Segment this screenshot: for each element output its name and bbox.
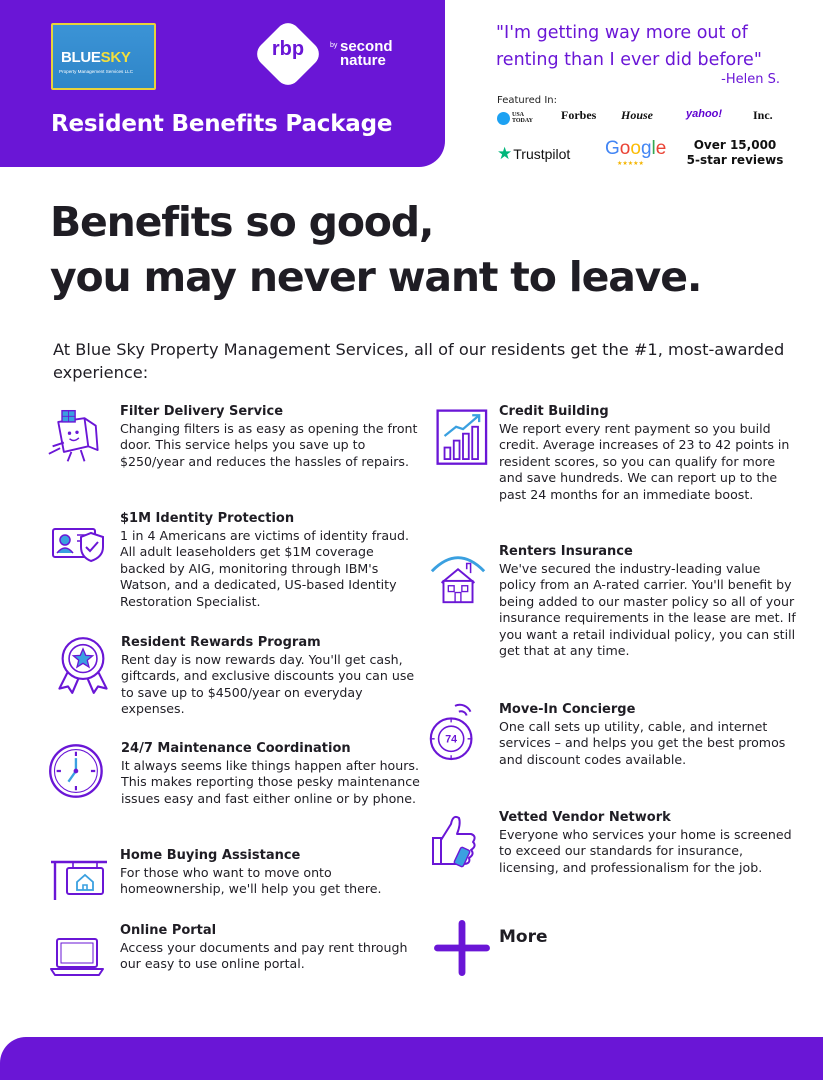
clock-icon bbox=[47, 741, 107, 801]
more-benefits[interactable] bbox=[432, 918, 632, 964]
trustpilot-logo: ★Trustpilot bbox=[497, 144, 571, 163]
google-logo: Google bbox=[605, 138, 667, 159]
headline bbox=[50, 195, 701, 305]
benefit-title: Move-In Concierge bbox=[499, 702, 636, 717]
benefit-resident-rewards bbox=[45, 635, 425, 725]
forbes-logo: Forbes bbox=[561, 108, 597, 122]
benefit-title: Renters Insurance bbox=[499, 544, 633, 559]
benefit-description: Everyone who services your home is screened to exceed our standards for insurance, licensing, and professionalism for the job. bbox=[499, 827, 792, 875]
benefit-description: We report every rent payment so you build credit. Average increases of 23 to 42 points in resident scores, so you can qualify for more and save hundreds. We can report up to the past 24 months for an immediate boost. bbox=[499, 421, 790, 502]
testimonial-quote: "I'm getting way more out of renting than I ever did before" bbox=[496, 23, 762, 70]
bluesky-logo-subtitle: Property Management Services LLC bbox=[59, 69, 134, 74]
intro-text: At Blue Sky Property Management Services, all of our residents get the #1, most-awarded experience: bbox=[53, 340, 785, 382]
rbp-logo-text: rbp bbox=[271, 38, 305, 60]
filter-box-icon bbox=[47, 406, 107, 466]
more-label: More bbox=[499, 927, 548, 947]
featured-in-label: Featured In: bbox=[497, 95, 557, 106]
benefit-description: One call sets up utility, cable, and internet services – and helps you get the best promos and discount codes available. bbox=[499, 719, 786, 767]
trustpilot-star-icon: ★ bbox=[497, 144, 513, 163]
testimonial-author: -Helen S. bbox=[721, 72, 780, 87]
second-nature-logo: second nature bbox=[340, 38, 393, 69]
house-umbrella-icon bbox=[428, 548, 488, 608]
yahoo-logo: yahoo! bbox=[686, 108, 723, 120]
second-nature-by: by bbox=[330, 42, 338, 49]
benefit-online-portal bbox=[45, 923, 425, 983]
bluesky-logo-word-sky: SKY bbox=[100, 49, 131, 66]
benefit-title: 24/7 Maintenance Coordination bbox=[121, 741, 351, 756]
award-ribbon-icon bbox=[53, 635, 113, 695]
benefit-description: We've secured the industry-leading value policy from an A-rated carrier. You'll benefit by being added to our master policy so all of your insurance requirements in the lease are met. If you want a retail individual policy, you can still get that at any time. bbox=[499, 561, 796, 659]
benefit-description: 1 in 4 Americans are victims of identity fraud. All adult leaseholders get $1M coverage backed by AIG, monitoring through IBM's Watson, and a dedicated, US-based Identity Restoration Specialist. bbox=[120, 528, 410, 609]
headline-line-2: you may never want to leave. bbox=[50, 253, 702, 301]
plus-icon bbox=[432, 918, 492, 978]
benefit-vetted-vendor bbox=[425, 810, 803, 905]
benefit-filter-delivery bbox=[45, 404, 425, 494]
thermostat-icon bbox=[425, 702, 485, 762]
thermostat-value: 74 bbox=[445, 733, 458, 746]
headline-line-1: Benefits so good, bbox=[50, 198, 434, 246]
benefit-renters-insurance bbox=[428, 544, 803, 684]
benefit-title: Filter Delivery Service bbox=[120, 404, 284, 419]
usa-today-dot-icon bbox=[497, 112, 510, 125]
laptop-icon bbox=[49, 927, 109, 987]
benefit-title: Vetted Vendor Network bbox=[499, 810, 671, 825]
benefit-description: For those who want to move onto homeownership, we'll help you get there. bbox=[120, 865, 382, 897]
inc-logo: Inc. bbox=[753, 108, 773, 122]
header-banner bbox=[0, 0, 445, 167]
benefit-title: Credit Building bbox=[499, 404, 609, 419]
review-logos bbox=[497, 138, 797, 172]
footer-bar bbox=[0, 1037, 823, 1080]
benefit-identity-protection bbox=[45, 511, 425, 616]
usa-today-logo: USA TODAY bbox=[497, 109, 533, 127]
header-title: Resident Benefits Package bbox=[51, 111, 393, 137]
benefit-title: Resident Rewards Program bbox=[121, 635, 321, 650]
id-shield-icon bbox=[51, 513, 111, 573]
benefit-description: Access your documents and pay rent through our easy to use online portal. bbox=[120, 940, 408, 972]
google-stars-icon: ★★★★★ bbox=[617, 160, 644, 167]
benefit-description: Changing filters is as easy as opening the front door. This service helps you save up to $250/year and reduces the hassles of repairs. bbox=[120, 421, 418, 469]
benefit-description: It always seems like things happen after hours. This makes reporting those pesky maintenance issues easy and fast either online or by phone. bbox=[121, 758, 420, 806]
benefit-title: $1M Identity Protection bbox=[120, 511, 295, 526]
benefit-maintenance bbox=[45, 741, 425, 831]
house-logo: House bbox=[621, 108, 654, 122]
press-logos bbox=[497, 108, 787, 128]
bar-chart-icon bbox=[433, 406, 493, 466]
thumbs-up-icon bbox=[425, 810, 485, 870]
reviews-count: Over 15,000 5-star reviews bbox=[686, 138, 784, 167]
benefit-description: Rent day is now rewards day. You'll get cash, giftcards, and exclusive discounts you can use to save up to $4500/year on everyday expenses. bbox=[121, 652, 415, 717]
house-sign-icon bbox=[49, 850, 109, 910]
bluesky-logo-word-blue: BLUE bbox=[61, 49, 101, 66]
benefit-credit-building bbox=[433, 404, 803, 524]
bluesky-logo bbox=[51, 23, 156, 90]
benefit-home-buying bbox=[45, 848, 425, 908]
benefit-move-in-concierge bbox=[425, 702, 803, 797]
benefit-title: Online Portal bbox=[120, 923, 217, 938]
benefit-title: Home Buying Assistance bbox=[120, 848, 301, 863]
